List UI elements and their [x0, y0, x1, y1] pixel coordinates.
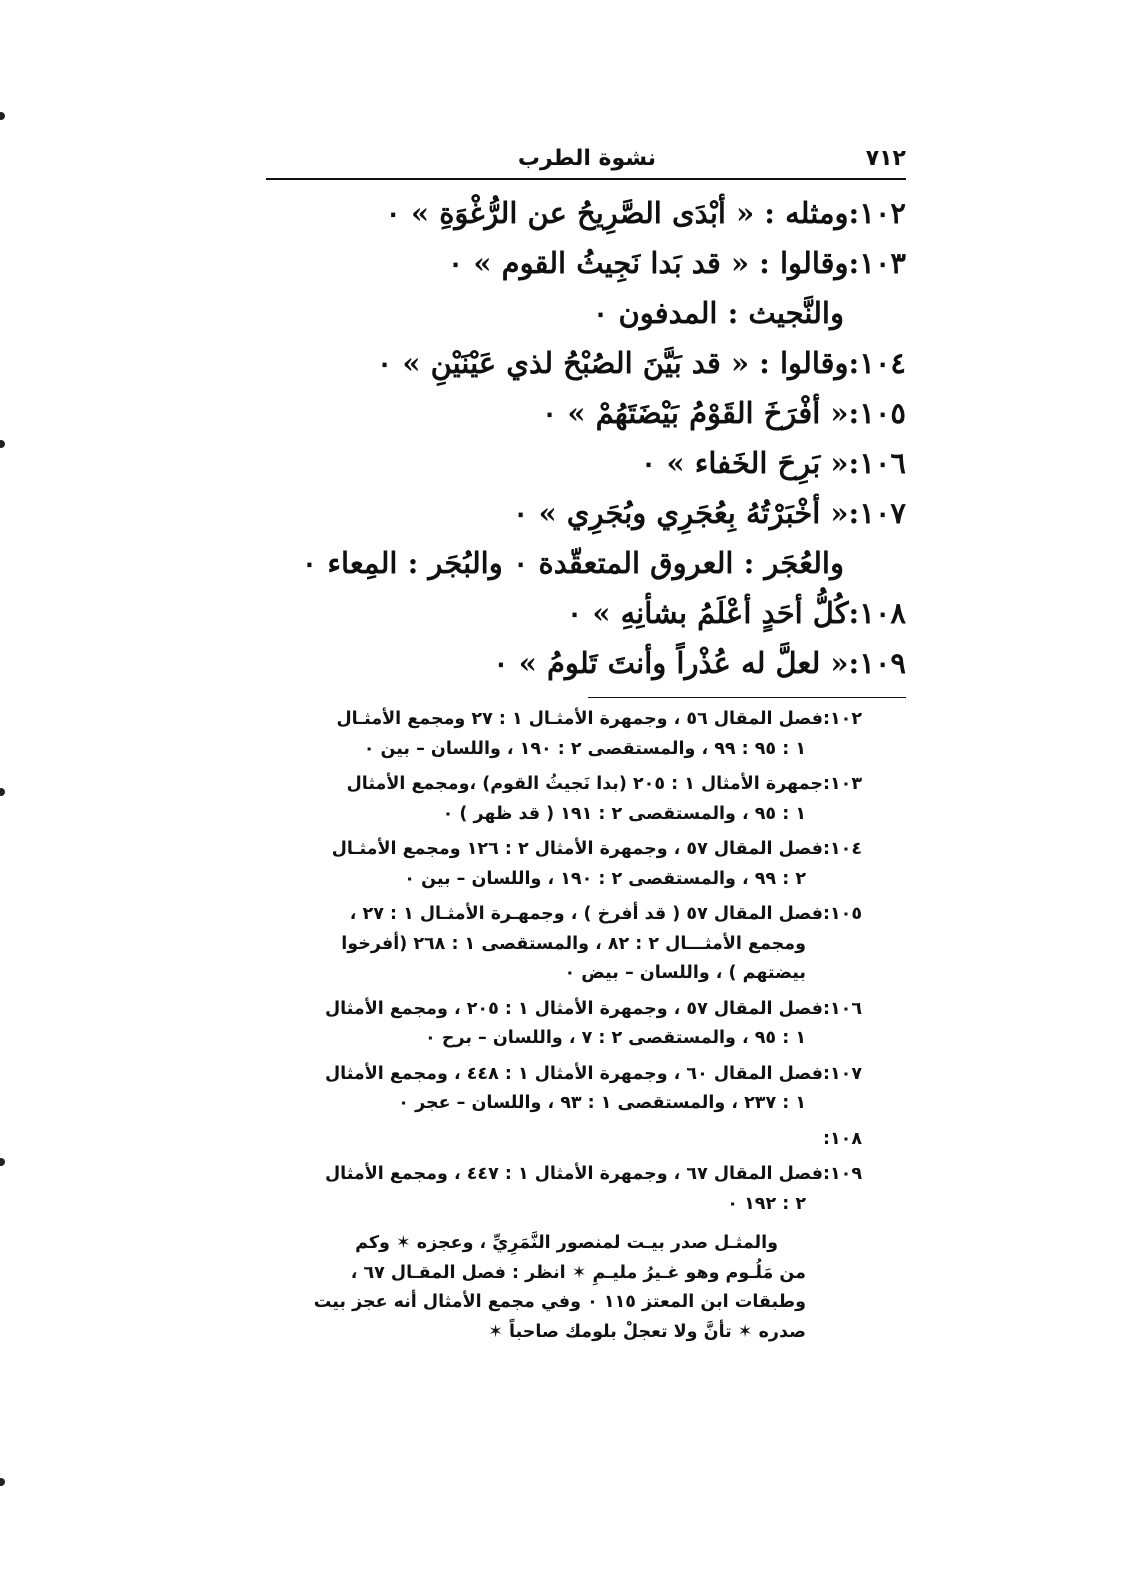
proverb-102: ١٠٢:ومثله : « أبْدَى الصَّرِيحُ عن الرُّغْوَةِ » ٠: [385, 196, 906, 230]
footnote-106: [262, 995, 862, 1054]
closing-note-line: من مَلُـوم وهو غـيرُ مليـمِ ✶ انظر : فصل المقـال ٦٧ ،: [350, 1262, 806, 1283]
header-rule: [266, 178, 906, 180]
proverb-103-gloss: والنَّجيث : المدفون ٠: [592, 296, 844, 330]
footnote-line: ١ : ٢٣٧ ، والمستقصى ١ : ٩٣ ، واللسان – عجر ٠: [398, 1093, 806, 1113]
footnote-105: [262, 900, 862, 989]
footnote-rule: [588, 697, 906, 698]
footnotes-section: [262, 705, 862, 1353]
footnote-107: [262, 1060, 862, 1119]
footnote-108: [262, 1125, 862, 1155]
footnote-109: [262, 1160, 862, 1219]
proverb-105: ١٠٥:« أفْرَخَ القَوْمُ بَيْضَتَهُمْ » ٠: [541, 396, 906, 430]
closing-note-line: والمثـل صدر بيـت لمنصور النَّمَرِيِّ ، وعجزه ✶ وكم: [355, 1233, 778, 1253]
footnote-line: ٢ : ٩٩ ، والمستقصى ٢ : ١٩٠ ، واللسان – بين ٠: [404, 868, 806, 889]
proverb-107: ١٠٧:« أخْبَرْتُهُ بِعُجَرِي وبُجَرِي » ٠: [512, 496, 906, 530]
footnote-line: ١ : ٩٥ : ٩٩ ، والمستقصى ٢ : ١٩٠ ، واللسان – بين ٠: [363, 738, 806, 759]
page-number: ٧١٢: [865, 146, 906, 171]
proverb-106: ١٠٦:« بَرِحَ الخَفاء » ٠: [640, 446, 906, 480]
footnote-line: بيضتهم ) ، واللسان – بيض ٠: [564, 963, 806, 983]
scan-margin-mark: [0, 440, 5, 448]
footnote-102: [262, 705, 862, 764]
closing-note-line: وطبقات ابن المعتز ١١٥ ٠ وفي مجمع الأمثال أنه عجز بيت: [313, 1292, 806, 1312]
footnote-line: ١ : ٩٥ ، والمستقصى ٢ : ١٩١ ( قد ظهر ) ٠: [442, 803, 806, 824]
running-title: نشوة الطرب: [517, 146, 656, 171]
footnote-line: ١ : ٩٥ ، والمستقصى ٢ : ٧ ، واللسان – برح ٠: [425, 1028, 806, 1048]
footnote-103: [262, 770, 862, 829]
proverbs-section: [280, 188, 906, 688]
footnote-104: [262, 835, 862, 894]
footnote-line: ١٠٢:فصل المقال ٥٦ ، وجمهرة الأمثـال ١ : ٢٧ ومجمع الأمثـال: [336, 709, 862, 729]
proverb-108: ١٠٨:كُلُّ أحَدٍ أعْلَمُ بشأنِهِ » ٠: [566, 596, 906, 630]
footnote-line: ١٠٥:فصل المقال ٥٧ ( قد أفرخ ) ، وجمهـرة الأمثـال ١ : ٢٧ ،: [349, 904, 862, 924]
proverb-104: ١٠٤:وقالوا : « قد بَيَّنَ الصُبْحُ لذي عَيْنَيْنِ » ٠: [376, 346, 906, 380]
footnote-line: ١٠٤:فصل المقال ٥٧ ، وجمهرة الأمثال ٢ : ١٢٦ ومجمع الأمثـال: [331, 839, 862, 859]
proverb-109: ١٠٩:« لعلَّ له عُذْراً وأنتَ تَلومُ » ٠: [493, 646, 906, 680]
footnote-line: ٢ : ١٩٢ ٠: [727, 1193, 806, 1214]
page-header: [266, 140, 906, 178]
closing-note-line: صدره ✶ تأنَّ ولا تعجلْ بلومك صاحباً ✶: [488, 1321, 806, 1342]
proverb-103: ١٠٣:وقالوا : « قد بَدا نَجِيثُ القوم » ٠: [447, 246, 906, 280]
scan-margin-mark: [0, 788, 5, 796]
footnote-line: ١٠٧:فصل المقال ٦٠ ، وجمهرة الأمثال ١ : ٤٤٨ ، ومجمع الأمثال: [325, 1063, 862, 1084]
footnote-line: ١٠٩:فصل المقال ٦٧ ، وجمهرة الأمثال ١ : ٤٤٧ ، ومجمع الأمثال: [325, 1164, 862, 1184]
footnote-line: ١٠٦:فصل المقال ٥٧ ، وجمهرة الأمثال ١ : ٢٠٥ ، ومجمع الأمثال: [325, 998, 862, 1019]
scan-margin-mark: [0, 112, 5, 120]
scan-margin-mark: [0, 1478, 5, 1486]
proverb-107-gloss: والعُجَر : العروق المتعقّدة ٠ والبُجَر : المِعاء ٠: [301, 546, 844, 580]
closing-note: [262, 1229, 862, 1347]
footnote-line: ١٠٨:: [822, 1128, 862, 1149]
footnote-line: ومجمع الأمثـــال ٢ : ٨٢ ، والمستقصى ١ : ٢٦٨ (أفرخوا: [341, 933, 806, 954]
footnote-line: ١٠٣:جمهرة الأمثال ١ : ٢٠٥ (بدا نَجيثُ القوم) ،ومجمع الأمثال: [346, 774, 862, 794]
scan-margin-mark: [0, 1158, 5, 1166]
